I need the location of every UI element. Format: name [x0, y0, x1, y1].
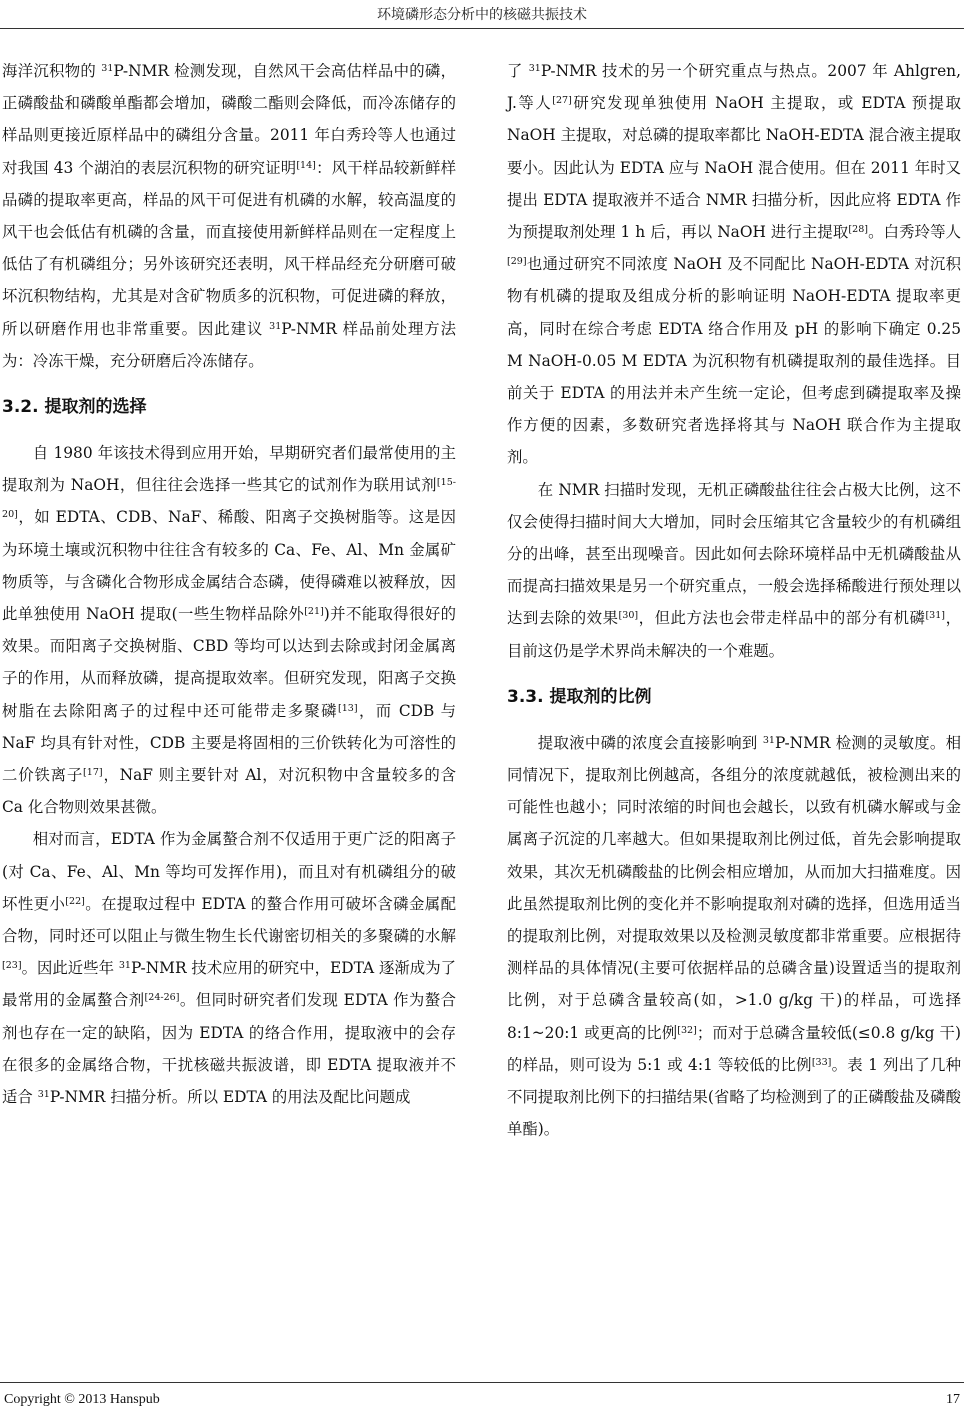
section-heading-3-3: 3.3. 提取剂的比例	[507, 686, 652, 707]
section-heading-3-2: 3.2. 提取剂的选择	[2, 397, 147, 418]
paragraph-extractant-history: 自 1980 年该技术得到应用开始，早期研究者们最常使用的主提取剂为 NaOH，但往往会选择一些其它的试剂作为联用试剂[15-20]，如 EDTA、CDB、NaF、稀酸、阳离子交换树脂等。这是因为环境土壤或沉积物中往往含有较多的 Ca、Fe、Al、Mn 金属矿物质等，与含磷化合物形成金属结合态磷，使得磷难以被释放，因此单独使用 NaOH 提取(一些生物样品除外[21])并不能取得很好的效果。而阳离子交换树脂、CBD 等均可以达到去除或封闭金属离子的作用，从而释放磷，提高提取效率。但研究发现，阳离子交换树脂在去除阳离子的过程中还可能带走多聚磷[13]，而 CDB 与 NaF 均具有针对性，CDB 主要是将固相的三价铁转化为可溶性的二价铁离子[17]，NaF 则主要针对 Al，对沉积物中含量较多的含 Ca 化合物则效果甚微。	[2, 444, 456, 817]
copyright-notice: Copyright © 2013 Hanspub	[4, 1392, 160, 1407]
paragraph-sediment-storage: 海洋沉积物的 $^{31}$P-NMR 检测发现，自然风干会高估样品中的磷，正磷酸盐和磷酸单酯都会增加，磷酸二酯则会降低，而冷冻储存的样品则更接近原样品中的磷组分含量。2011 年白秀玲等人也通过对我国 43 个湖泊的表层沉积物的研究证明[14]：风干样品较新鲜样品磷的提取率更高，样品的风干可促进有机磷的水解，较高温度的风干也会低估有机磷的含量，而直接使用新鲜样品则在一定程度上低估了有机磷组分；另外该研究还表明，风干样品经充分研磨可破坏沉积物结构，尤其是对含矿物质多的沉积物，可促进磷的释放，所以研磨作用也非常重要。因此建议 $^{31}$P-NMR 样品前处理方法为：冷冻干燥，充分研磨后冷冻储存。	[2, 62, 456, 370]
left-column	[2, 55, 456, 1113]
paragraph-edta: 相对而言，EDTA 作为金属螯合剂不仅适用于更广泛的阳离子(对 Ca、Fe、Al、Mn 等均可发挥作用)，而且对有机磷组分的破坏性更小[22]。在提取过程中 EDTA 的螯合作用可破坏含磷金属配合物，同时还可以阻止与微生物生长代谢密切相关的多聚磷的水解[23]。因此近些年 $^{31}$P-NMR 技术应用的研究中，EDTA 逐渐成为了最常用的金属螯合剂[24-26]。但同时研究者们发现 EDTA 作为螯合剂也存在一定的缺陷，因为 EDTA 的络合作用，提取液中的会存在很多的金属络合物，干扰核磁共振波谱，即 EDTA 提取液并不适合 $^{31}$P-NMR 扫描分析。所以 EDTA 的用法及配比问题成	[2, 830, 456, 1107]
right-column	[507, 55, 961, 1146]
page-number: 17	[946, 1392, 960, 1407]
header-rule	[0, 28, 964, 29]
paragraph-edta-usage: 了 $^{31}$P-NMR 技术的另一个研究重点与热点。2007 年 Ahlgren, J.等人[27]研究发现单独使用 NaOH 主提取，或 EDTA 预提取 NaOH 主提取，对总磷的提取率都比 NaOH-EDTA 混合液主提取要小。因此认为 EDTA 应与 NaOH 混合使用。但在 2011 年时又提出 EDTA 提取液并不适合 NMR 扫描分析，因此应将 EDTA 作为预提取剂处理 1 h 后，再以 NaOH 进行主提取[28]。白秀玲等人[29]也通过研究不同浓度 NaOH 及不同配比 NaOH-EDTA 对沉积物有机磷的提取及组成分析的影响证明 NaOH-EDTA 提取率更高，同时在综合考虑 EDTA 络合作用及 pH 的影响下确定 0.25 M NaOH-0.05 M EDTA 为沉积物有机磷提取剂的最佳选择。目前关于 EDTA 的用法并未产生统一定论，但考虑到磷提取率及操作方便的因素，多数研究者选择将其与 NaOH 联合作为主提取剂。	[507, 62, 961, 467]
footer-rule	[0, 1382, 964, 1383]
running-header: 环境磷形态分析中的核磁共振技术	[377, 7, 587, 23]
paragraph-inorganic-phosphate: 在 NMR 扫描时发现，无机正磷酸盐往往会占极大比例，这不仅会使得扫描时间大大增加，同时会压缩其它含量较少的有机磷组分的出峰，甚至出现噪音。因此如何去除环境样品中无机磷酸盐从而提高扫描效果是另一个研究重点，一般会选择稀酸进行预处理以达到去除的效果[30]，但此方法也会带走样品中的部分有机磷[31]，目前这仍是学术界尚未解决的一个难题。	[507, 480, 961, 660]
paragraph-extractant-ratio: 提取液中磷的浓度会直接影响到 $^{31}$P-NMR 检测的灵敏度。相同情况下，提取剂比例越高，各组分的浓度就越低，被检测出来的可能性也越小；同时浓缩的时间也会越长，以致有机磷水解或与金属离子沉淀的几率越大。但如果提取剂比例过低，首先会影响提取效果，其次无机磷酸盐的比例会相应增加，从而加大扫描难度。因此虽然提取剂比例的变化并不影响提取剂对磷的选择，但选用适当的提取剂比例，对提取效果以及检测灵敏度都非常重要。应根据待测样品的具体情况(主要可依据样品的总磷含量)设置适当的提取剂比例，对于总磷含量较高(如，>1.0 g/kg 干)的样品，可选择 8:1~20:1 或更高的比例[32]；而对于总磷含量较低(≤0.8 g/kg 干)的样品，则可设为 5:1 或 4:1 等较低的比例[33]。表 1 列出了几种不同提取剂比例下的扫描结果(省略了均检测到了的正磷酸盐及磷酸单酯)。	[507, 733, 962, 1139]
